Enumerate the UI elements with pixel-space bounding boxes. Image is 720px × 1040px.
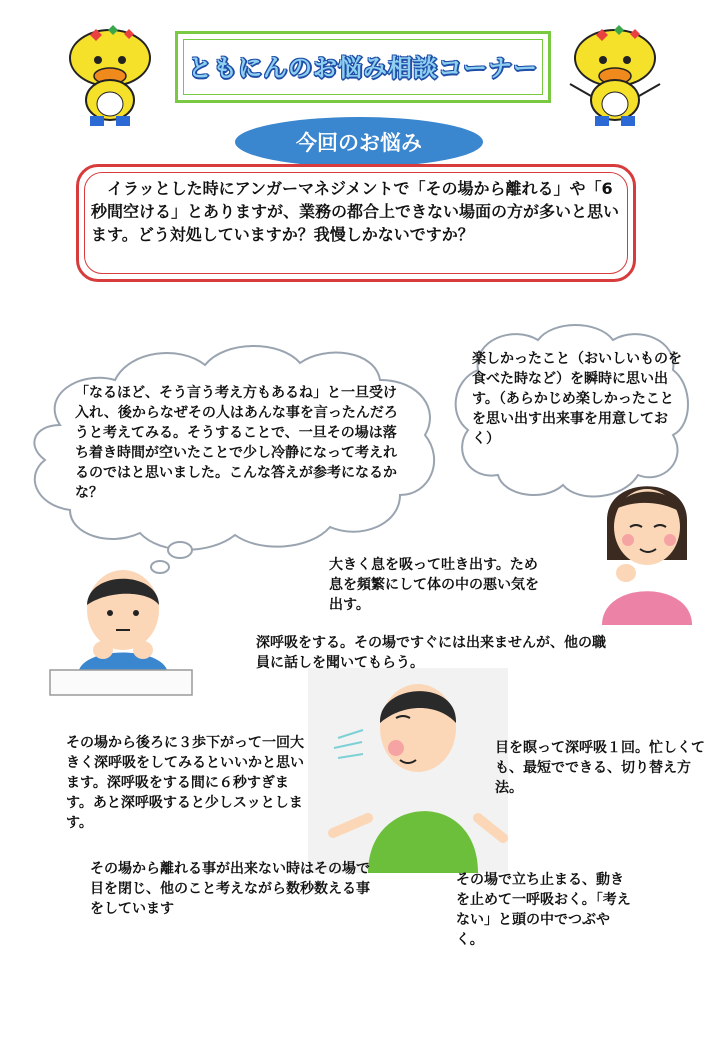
section-pill [235, 117, 483, 167]
mascot-left-illustration [60, 20, 170, 130]
answer-count-seconds: その場から離れる事が出来ない時はその場で目を閉じ、他のこと考えながら数秒数える事をしています [90, 861, 370, 917]
answer-left-cloud: 「なるほど、そう言う考え方もあるね」と一旦受け入れ、後からなぜその人はあんな事を言ったんだろうと考えてみる。そうすることで、一旦その場は落ち着き時間が空いたことで少し冷静になって考えれるのではと思いました。こんな答えが参考になるかな？ [75, 385, 398, 501]
answer-right-cloud: 楽しかったこと（おいしいものを食べた時など）を瞬時に思い出す。（あらかじめ楽しかったことを思い出す出来事を用意しておく） [472, 351, 682, 447]
title-frame [175, 31, 551, 103]
boy-deep-breath-illustration [308, 668, 508, 873]
boy-thinking-illustration [48, 555, 198, 700]
question-text: イラッとした時にアンガーマネジメントで「その場から離れる」や「6秒間空ける」とありますが、業務の都合上できない場面の方が多いと思います。どう対処していますか？我慢しかないですか？ [91, 179, 620, 244]
woman-thinking-illustration [592, 465, 702, 625]
answer-deep-breath-talk: 深呼吸をする。その場ですぐには出来ませんが、他の職員に話しを聞いてもらう。 [256, 635, 606, 671]
answer-breathe-out: 大きく息を吸って吐き出す。ため息を頻繁にして体の中の悪い気を出す。 [329, 557, 539, 613]
section-pill-label: 今回のお悩み [296, 131, 422, 155]
answer-step-back: その場から後ろに３歩下がって一回大きく深呼吸をしてみるといいかと思います。深呼吸をする間に６秒すぎます。あと深呼吸すると少しスッとします。 [66, 735, 304, 831]
question-box [76, 164, 636, 282]
mascot-right-illustration [560, 20, 670, 130]
answer-stop-still: その場で立ち止まる、動きを止めて一呼吸おく。「考えない」と頭の中でつぶやく。 [456, 872, 631, 948]
answer-close-eyes: 目を瞑って深呼吸１回。忙しくても、最短でできる、切り替え方法。 [495, 740, 705, 796]
page-title: ともにんのお悩み相談コーナー [188, 54, 538, 82]
